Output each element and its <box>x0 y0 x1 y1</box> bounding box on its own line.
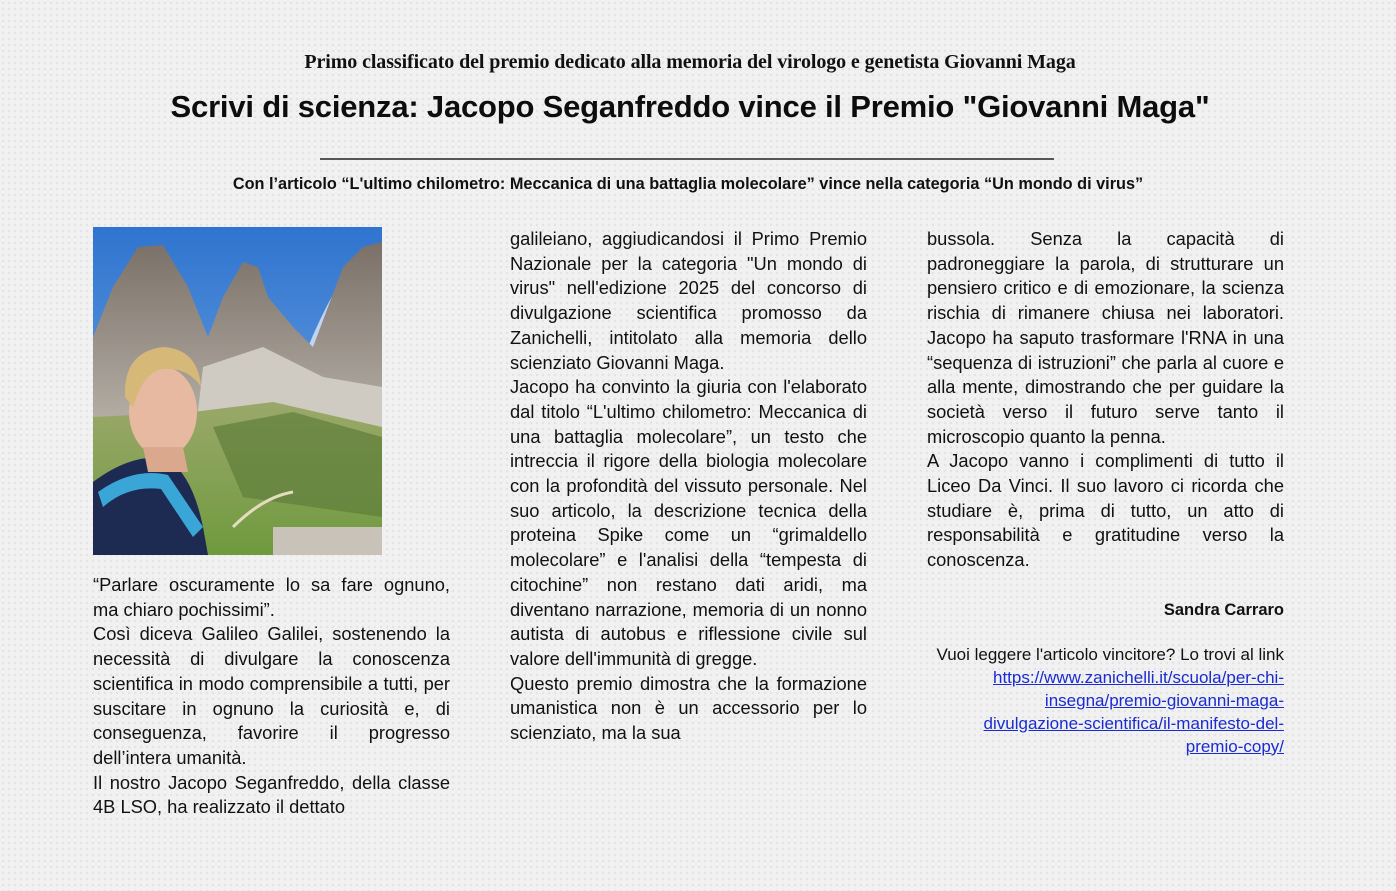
column-middle <box>510 227 867 746</box>
article-link[interactable] <box>927 666 1284 758</box>
body-paragraph: A Jacopo vanno i complimenti di tutto il Liceo Da Vinci. Il suo lavoro ci ricorda che studiare è, prima di tutto, un atto di responsabilità e gratitudine verso la conoscenza. <box>927 450 1284 571</box>
link-intro: Vuoi leggere l'articolo vincitore? Lo trovi al link <box>936 644 1284 664</box>
body-paragraph: galileiano, aggiudicandosi il Primo Premio Nazionale per la categoria "Un mondo di virus" nell'edizione 2025 del concorso di divulgazione scientifica promosso da Zanichelli, intitolato alla memoria dello scienziato Giovanni Maga. <box>510 228 867 373</box>
body-paragraph: Jacopo ha convinto la giuria con l'elaborato dal titolo “L'ultimo chilometro: Meccanica di una battaglia molecolare”, un testo che intreccia il rigore della biologia molecolare con la profondità del vissuto personale. Nel suo articolo, la descrizione tecnica della proteina Spike come un “grimaldello molecolare” e l'analisi della “tempesta di citochine” non restano dati aridi, ma diventano narrazione, memoria di un nonno autista di autobus e riflessione civile sul valore dell'immunità di gregge. <box>510 376 867 669</box>
body-paragraph: Questo premio dimostra che la formazione umanistica non è un accessorio per lo scienziato, ma la sua <box>510 672 867 744</box>
title-divider <box>320 158 1054 160</box>
photo-neck <box>143 447 188 472</box>
author-signature: Sandra Carraro <box>1163 600 1284 619</box>
link-line[interactable]: divulgazione-scientifica/il-manifesto-del- <box>983 713 1284 733</box>
article-kicker: Primo classificato del premio dedicato alla memoria del virologo e genetista Giovanni Maga <box>304 51 1076 73</box>
article-title: Scrivi di scienza: Jacopo Seganfreddo vince il Premio "Giovanni Maga" <box>170 89 1210 124</box>
portrait-photo-icon <box>93 227 382 555</box>
winner-photo <box>93 227 382 555</box>
article-subtitle: Con l’articolo “L'ultimo chilometro: Meccanica di una battaglia molecolare” vince nella categoria “Un mondo di virus” <box>232 175 1144 193</box>
body-paragraph: Il nostro Jacopo Seganfreddo, della classe 4B LSO, ha realizzato il dettato <box>93 771 450 818</box>
column-right <box>927 227 1284 758</box>
link-line[interactable]: https://www.zanichelli.it/scuola/per-chi- <box>992 667 1284 687</box>
body-paragraph: bussola. Senza la capacità di padroneggiare la parola, di strutturare un pensiero critico e di emozionare, la scienza rischia di rimanere chiusa nei laboratori. Jacopo ha saputo trasformare l'RNA in una “sequenza di istruzioni” che parla al cuore e alla mente, dimostrando che per guidare la società verso il futuro serve tanto il microscopio quanto la penna. <box>927 228 1284 447</box>
link-line[interactable]: insegna/premio-giovanni-maga- <box>1044 690 1284 710</box>
body-paragraph: Così diceva Galileo Galilei, sostenendo la necessità di divulgare la conoscenza scientifica in modo comprensibile a tutti, per suscitare in ognuno la curiosità e, di conseguenza, favorire il progresso dell’intera umanità. <box>93 623 450 768</box>
photo-village <box>273 527 382 555</box>
column-left <box>93 573 450 820</box>
quote-paragraph: “Parlare oscuramente lo sa fare ognuno, ma chiaro pochissimi”. <box>93 574 450 620</box>
link-line[interactable]: premio-copy/ <box>1185 736 1284 756</box>
